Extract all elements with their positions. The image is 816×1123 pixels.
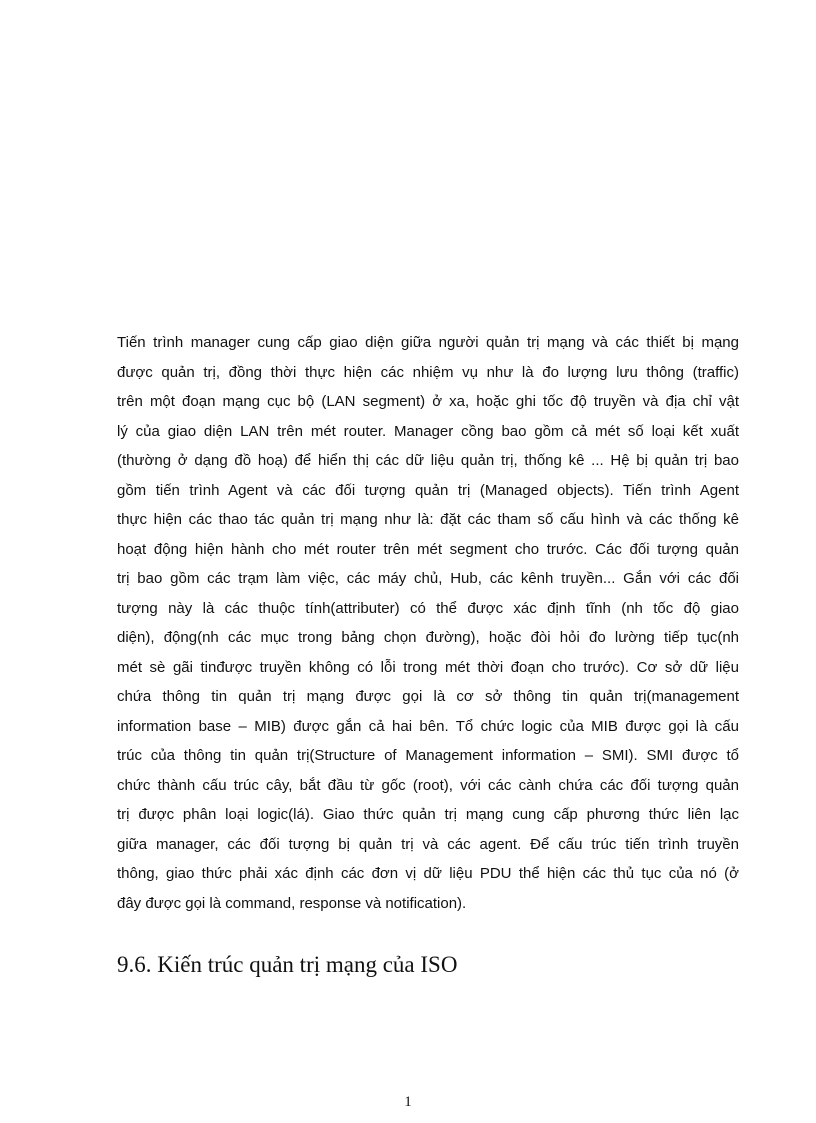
paragraph-line: diện), động(nh các mục trong bảng chọn đường), hoặc đòi hỏi đo lường tiếp tục(nh xyxy=(117,629,739,646)
paragraph-line: trị bao gồm các trạm làm việc, các máy chủ, Hub, các kênh truyền... Gắn với các đối xyxy=(117,570,739,587)
paragraph-line: gồm tiến trình Agent và các đối tượng quản trị (Managed objects). Tiến trình Agent xyxy=(117,481,739,499)
paragraph-line: hoạt động hiện hành cho mét router trên mét segment cho trước. Các đối tượng quản xyxy=(117,540,739,558)
paragraph-line: (thường ở dạng đồ hoạ) để hiển thị các dữ liệu quản trị, thống kê ... Hệ bị quản trị bao xyxy=(117,452,739,469)
section-heading: 9.6. Kiến trúc quản trị mạng của ISO xyxy=(117,952,458,977)
paragraph-line: giữa manager, các đối tượng bị quản trị và các agent. Để cấu trúc tiến trình truyền xyxy=(117,835,739,853)
paragraph-line: lý của giao diện LAN trên mét router. Manager cồng bao gồm cả mét số loại kết xuất xyxy=(117,422,739,440)
paragraph-line: chức thành cấu trúc cây, bắt đầu từ gốc (root), với các cành chứa các đối tượng quản xyxy=(117,776,739,794)
paragraph-line: trên một đoạn mạng cục bộ (LAN segment) ở xa, hoặc ghi tốc độ truyền và địa chỉ vật xyxy=(117,393,739,410)
paragraph-line: trị được phân loại logic(lá). Giao thức quản trị mạng cung cấp phương thức liên lạc xyxy=(117,806,739,823)
paragraph-line: trúc của thông tin quản trị(Structure of Management information – SMI). SMI được tổ xyxy=(117,747,739,764)
paragraph-line: đây được gọi là command, response và notification). xyxy=(117,894,467,912)
body-paragraph xyxy=(117,328,739,918)
paragraph-line: tượng này là các thuộc tính(attributer) có thể được xác định tĩnh (nh tốc độ giao xyxy=(117,599,739,617)
paragraph-line: thông, giao thức phải xác định các đơn vị dữ liệu PDU thể hiện các thủ tục của nó (ở xyxy=(117,865,739,882)
paragraph-line: được quản trị, đồng thời thực hiện các nhiệm vụ như là đo lượng lưu thông (traffic) xyxy=(117,363,739,381)
paragraph-line: information base – MIB) được gắn cả hai bên. Tổ chức logic của MIB được gọi là cấu xyxy=(117,717,739,735)
paragraph-line: chứa thông tin quản trị mạng được gọi là cơ sở thông tin quản trị(management xyxy=(117,688,739,705)
paragraph-line: Tiến trình manager cung cấp giao diện giữa người quản trị mạng và các thiết bị mạng xyxy=(117,334,739,351)
page-number: 1 xyxy=(404,1094,412,1110)
paragraph-line: mét sè gãi tinđược truyền không có lỗi trong mét thời đoạn cho trước). Cơ sở dữ liệu xyxy=(117,658,739,676)
paragraph-line: thực hiện các thao tác quản trị mạng như là: đặt các tham số cấu hình và các thống kê xyxy=(117,511,739,528)
